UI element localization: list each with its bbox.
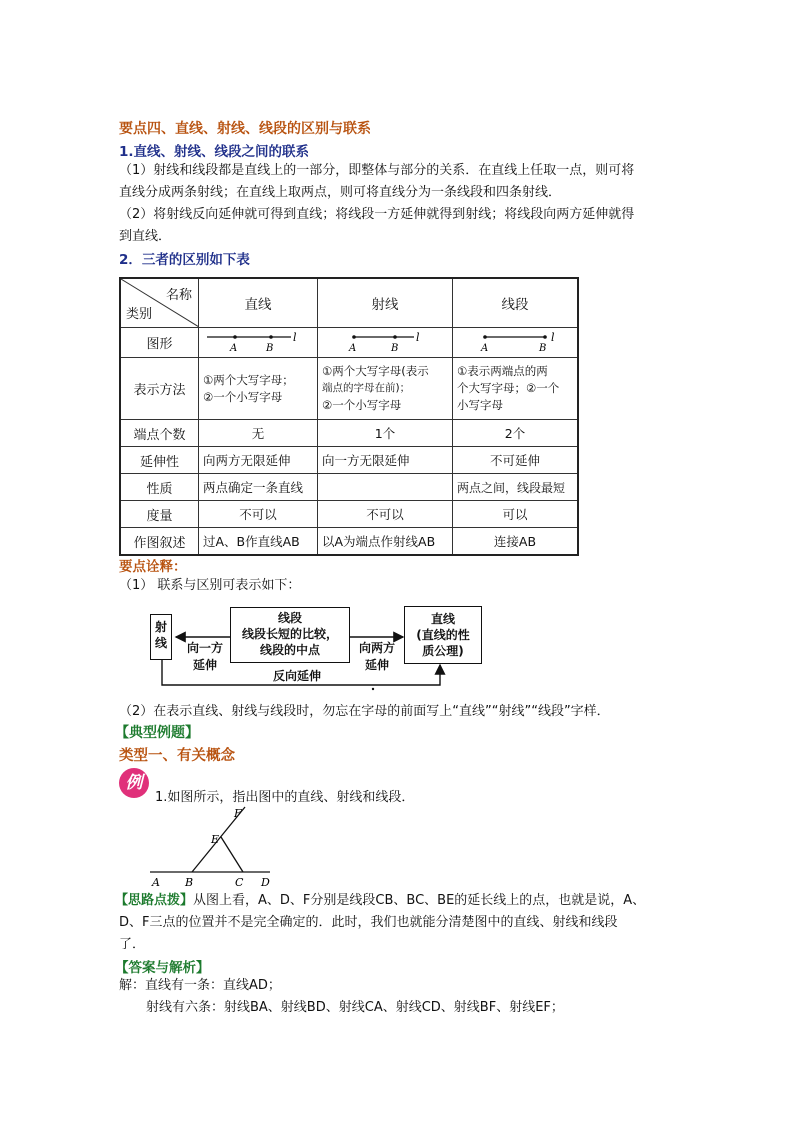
point-b-label: B bbox=[185, 876, 194, 889]
answer-line-1: 解：直线有一条：直线AD； bbox=[119, 978, 281, 993]
row-label-endpoints: 端点个数 bbox=[120, 420, 199, 447]
note-2: （2）在表示直线、射线与线段时，勿忘在字母的前面写上“直线”“射线”“线段”字样． bbox=[119, 704, 610, 719]
segment-figure bbox=[453, 328, 577, 354]
example-figure bbox=[140, 805, 280, 890]
fig-seg-label-a: A bbox=[481, 343, 489, 354]
table-corner-cell bbox=[120, 278, 199, 328]
corner-label-category: 类别 bbox=[126, 307, 153, 322]
label-one-side-2: 延伸 bbox=[192, 658, 217, 672]
drawing-seg: 连接AB bbox=[453, 528, 579, 556]
notes-title: 要点诠释： bbox=[119, 559, 187, 575]
answer-label: 【答案与解析】 bbox=[115, 960, 210, 976]
point-c-label: C bbox=[235, 876, 244, 889]
subheading-connection: 1.直线、射线、线段之间的联系 bbox=[119, 144, 310, 160]
fig-ray-label-a: A bbox=[349, 343, 357, 354]
fig-ray-label-b: B bbox=[391, 343, 399, 354]
header-segment: 线段 bbox=[453, 278, 579, 328]
paragraph-1-line-1: （1）射线和线段都是直线上的一部分，即整体与部分的关系．在直线上任取一点，则可将 bbox=[119, 163, 635, 178]
line-box bbox=[404, 606, 482, 664]
property-ray bbox=[318, 474, 453, 501]
typical-examples-title: 【典型例题】 bbox=[115, 725, 199, 741]
extension-seg: 不可延伸 bbox=[453, 447, 579, 474]
row-label-representation: 表示方法 bbox=[120, 358, 199, 420]
header-ray: 射线 bbox=[318, 278, 453, 328]
measure-seg: 可以 bbox=[453, 501, 579, 528]
drawing-ray: 以A为端点作射线AB bbox=[318, 528, 453, 556]
line-box-line-2: (直线的性 bbox=[416, 628, 470, 642]
note-1: （1） 联系与区别可表示如下： bbox=[119, 578, 301, 593]
ray-figure bbox=[318, 328, 452, 354]
hint-line-2: D、F三点的位置并不是完全确定的．此时，我们也就能分清楚图中的直线、射线和线段 bbox=[119, 915, 618, 930]
fig-seg-label-l: l bbox=[551, 331, 555, 344]
hint-line-1 bbox=[115, 890, 645, 912]
extension-ray: 向一方无限延伸 bbox=[318, 447, 453, 474]
segment-box bbox=[230, 607, 350, 663]
row-label-drawing: 作图叙述 bbox=[120, 528, 199, 556]
fig-line-label-b: B bbox=[266, 343, 274, 354]
repr-seg-1: ①表示两端点的两 bbox=[457, 364, 548, 378]
row-label-property: 性质 bbox=[120, 474, 199, 501]
figure-ray-cell bbox=[318, 328, 453, 358]
hint-line-3: 了． bbox=[119, 937, 146, 952]
endpoints-seg: 2个 bbox=[453, 420, 579, 447]
repr-seg-3: 小写字母 bbox=[457, 398, 503, 412]
repr-line-1: ①两个大写字母； bbox=[203, 372, 294, 387]
fig-seg-label-b: B bbox=[539, 343, 547, 354]
example-badge: 例 bbox=[119, 768, 149, 798]
repr-seg-cell bbox=[453, 358, 579, 420]
segment-box-line-2: 线段长短的比较， bbox=[241, 627, 338, 641]
subheading-difference: 2．三者的区别如下表 bbox=[119, 252, 250, 268]
repr-ray-cell bbox=[318, 358, 453, 420]
repr-line-2: ②一个小写字母 bbox=[203, 389, 283, 404]
endpoints-ray: 1个 bbox=[318, 420, 453, 447]
label-two-sides bbox=[352, 640, 402, 674]
property-line: 两点确定一条直线 bbox=[199, 474, 318, 501]
point-e-label: E bbox=[211, 833, 220, 846]
ray-box bbox=[150, 614, 172, 660]
repr-seg-2: 个大写字母；②一个 bbox=[457, 381, 560, 395]
label-reverse: 反向延伸 bbox=[273, 669, 322, 683]
figure-segment-cell bbox=[453, 328, 579, 358]
row-label-figure: 图形 bbox=[120, 328, 199, 358]
point-a-label: A bbox=[152, 876, 160, 889]
fig-line-label-a: A bbox=[230, 343, 238, 354]
paragraph-1-line-2: 直线分成两条射线；在直线上取两点，则可将直线分为一条线段和四条射线． bbox=[119, 185, 562, 200]
section-title: 要点四、直线、射线、线段的区别与联系 bbox=[119, 121, 371, 137]
measure-line: 不可以 bbox=[199, 501, 318, 528]
ray-box-text: 射线 bbox=[154, 620, 167, 650]
row-label-extension: 延伸性 bbox=[120, 447, 199, 474]
fig-line-label-l: l bbox=[293, 331, 297, 344]
extension-line: 向两方无限延伸 bbox=[199, 447, 318, 474]
measure-ray: 不可以 bbox=[318, 501, 453, 528]
endpoints-line: 无 bbox=[199, 420, 318, 447]
fig-ray-label-l: l bbox=[416, 331, 420, 344]
example-question: 1.如图所示，指出图中的直线、射线和线段． bbox=[155, 790, 415, 805]
point-d-label: D bbox=[261, 876, 270, 889]
label-one-side-1: 向一方 bbox=[186, 641, 223, 655]
answer-line-2: 射线有六条：射线BA、射线BD、射线CA、射线CD、射线BF、射线EF； bbox=[146, 1000, 564, 1015]
label-two-sides-1: 向两方 bbox=[358, 641, 395, 655]
repr-ray-3: ②一个小写字母 bbox=[322, 398, 402, 412]
corner-label-name: 名称 bbox=[165, 288, 192, 303]
hint-label: 【思路点拨】 bbox=[115, 893, 194, 908]
property-seg: 两点之间，线段最短 bbox=[453, 474, 579, 501]
repr-ray-2: 端点的字母在前)； bbox=[322, 382, 411, 394]
paragraph-2-line-1: （2）将射线反向延伸就可得到直线；将线段一方延伸就得到射线；将线段向两方延伸就得 bbox=[119, 207, 635, 222]
paragraph-2-line-2: 到直线． bbox=[119, 229, 172, 244]
repr-ray-1: ①两个大写字母(表示 bbox=[322, 364, 429, 378]
segment-box-line-3: 线段的中点 bbox=[259, 643, 320, 657]
label-one-side bbox=[180, 640, 230, 674]
figure-line-cell bbox=[199, 328, 318, 358]
drawing-line: 过A、B作直线AB bbox=[199, 528, 318, 556]
label-two-sides-2: 延伸 bbox=[364, 658, 389, 672]
hint-text-1: 从图上看，A、D、F分别是线段CB、BC、BE的延长线上的点，也就是说，A、 bbox=[193, 893, 646, 908]
segment-box-line-1: 线段 bbox=[277, 611, 302, 625]
line-box-line-1: 直线 bbox=[430, 612, 455, 626]
repr-line-cell bbox=[199, 358, 318, 420]
header-line: 直线 bbox=[199, 278, 318, 328]
type-1-title: 类型一、有关概念 bbox=[119, 748, 235, 764]
point-f-label: F bbox=[234, 807, 242, 820]
row-label-measure: 度量 bbox=[120, 501, 199, 528]
line-box-line-3: 质公理) bbox=[422, 644, 464, 658]
line-figure bbox=[199, 328, 317, 354]
comparison-table bbox=[119, 277, 579, 556]
